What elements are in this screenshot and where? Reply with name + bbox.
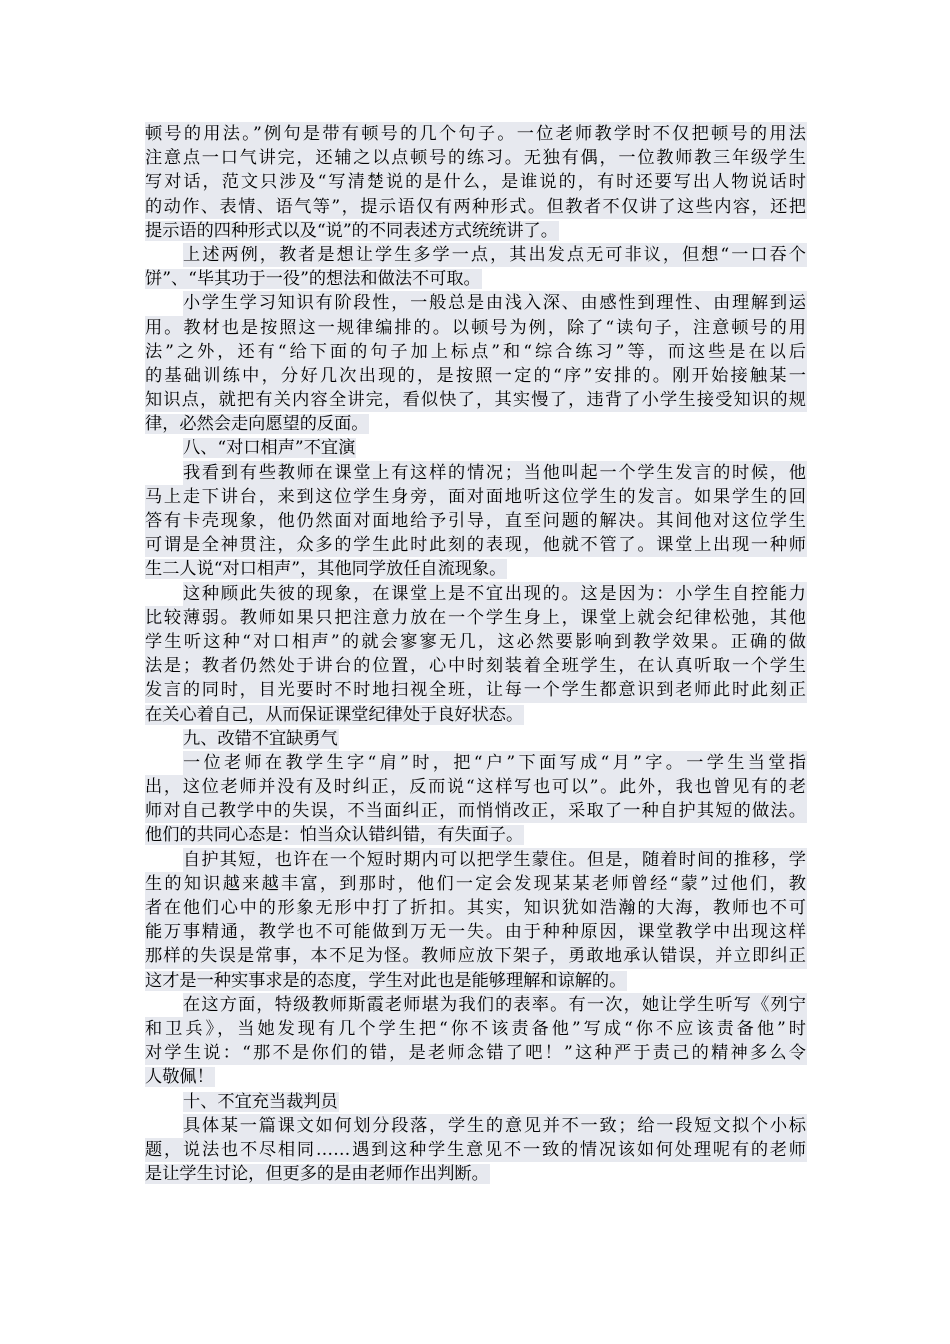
section-heading bbox=[145, 436, 807, 460]
text-line bbox=[145, 1114, 807, 1138]
text-line-content: 具体某一篇课文如何划分段落，学生的意见并不一致；给一段短文拟个小标 bbox=[183, 1114, 807, 1138]
text-line bbox=[145, 703, 807, 727]
text-line-content: 是让学生讨论，但更多的是由老师作出判断。 bbox=[145, 1164, 489, 1185]
text-line-content: 师对自己教学中的失误，不当面纠正，而悄悄改正，采取了一种自护其短的做法。 bbox=[145, 799, 807, 823]
text-line-content: 自护其短，也许在一个短时期内可以把学生蒙住。但是，随着时间的推移，学 bbox=[183, 848, 807, 872]
text-line-content: 人敬佩！ bbox=[145, 1067, 214, 1088]
text-line bbox=[145, 896, 807, 920]
text-line bbox=[145, 993, 807, 1017]
text-line bbox=[145, 267, 807, 291]
text-line-content: 在关心着自己，从而保证课堂纪律处于良好状态。 bbox=[145, 704, 524, 725]
text-line bbox=[145, 969, 807, 993]
text-line-content: 答有卡壳现象，他仍然面对面地给予引导，直至问题的解决。其间他对这位学生 bbox=[145, 509, 807, 533]
text-line bbox=[145, 654, 807, 678]
paragraph bbox=[145, 848, 807, 993]
text-line-content: 可谓是全神贯注，众多的学生此时此刻的表现，他就不管了。课堂上出现一种师 bbox=[145, 533, 807, 557]
text-line-content: 的基础训练中，分好几次出现的，是按照一定的“序”安排的。刚开始接触某一 bbox=[145, 364, 807, 388]
text-line bbox=[145, 606, 807, 630]
text-line-content: 比较薄弱。教师如果只把注意力放在一个学生身上，课堂上就会纪律松弛，其他 bbox=[145, 606, 807, 630]
text-line-content: 那样的失误是常事，本不足为怪。教师应放下架子，勇敢地承认错误，并立即纠正 bbox=[145, 944, 807, 968]
text-line bbox=[145, 582, 807, 606]
text-line-content: 学生听这种“对口相声”的就会寥寥无几，这必然要影响到教学效果。正确的做 bbox=[145, 630, 807, 654]
text-line-content: 知识点，就把有关内容全讲完，看似快了，其实慢了，违背了小学生接受知识的规 bbox=[145, 388, 807, 412]
text-line-content: 这才是一种实事求是的态度，学生对此也是能够理解和谅解的。 bbox=[145, 970, 627, 991]
paragraph bbox=[145, 1114, 807, 1187]
section-heading bbox=[145, 727, 807, 751]
text-line bbox=[145, 122, 807, 146]
text-line bbox=[145, 219, 807, 243]
text-line bbox=[145, 436, 807, 460]
text-line bbox=[145, 1138, 807, 1162]
paragraph bbox=[145, 243, 807, 291]
text-line bbox=[145, 146, 807, 170]
text-line bbox=[145, 485, 807, 509]
text-line-content: 九、改错不宜缺勇气 bbox=[183, 728, 338, 749]
text-line bbox=[145, 1017, 807, 1041]
text-line-content: 出，这位老师并没有及时纠正，反而说“这样写也可以”。此外，我也曾见有的老 bbox=[145, 775, 807, 799]
text-line-content: 者在他们心中的形象无形中打了折扣。其实，知识犹如浩瀚的大海，教师也不可 bbox=[145, 896, 807, 920]
text-line bbox=[145, 823, 807, 847]
paragraph bbox=[145, 582, 807, 727]
text-line-content: 发言的同时，目光要时不时地扫视全班，让每一个学生都意识到老师此时此刻正 bbox=[145, 678, 807, 702]
text-line-content: 用。教材也是按照这一规律编排的。以顿号为例，除了“读句子，注意顿号的用 bbox=[145, 316, 807, 340]
text-line bbox=[145, 364, 807, 388]
paragraph bbox=[145, 993, 807, 1090]
text-line bbox=[145, 316, 807, 340]
text-line bbox=[145, 243, 807, 267]
text-line bbox=[145, 799, 807, 823]
text-line-content: 的动作、表情、语气等”，提示语仅有两种形式。但教者不仅讲了这些内容，还把 bbox=[145, 195, 807, 219]
text-line-content: 注意点一口气讲完，还辅之以点顿号的练习。无独有偶，一位教师教三年级学生 bbox=[145, 146, 807, 170]
text-line bbox=[145, 533, 807, 557]
paragraph bbox=[145, 291, 807, 436]
text-line bbox=[145, 872, 807, 896]
text-line-content: 写对话，范文只涉及“写清楚说的是什么，是谁说的，有时还要写出人物说话时 bbox=[145, 170, 807, 194]
text-line-content: 法”之外，还有“给下面的句子加上标点”和“综合练习”等，而这些是在以后 bbox=[145, 340, 807, 364]
text-line bbox=[145, 388, 807, 412]
text-line-content: 提示语的四种形式以及“说”的不同表述方式统统讲了。 bbox=[145, 220, 558, 241]
text-line bbox=[145, 412, 807, 436]
text-line-content: 和卫兵》，当她发现有几个学生把“你不该责备他”写成“你不应该责备他”时 bbox=[145, 1017, 807, 1041]
text-line bbox=[145, 1162, 807, 1186]
text-line-content: 这种顾此失彼的现象，在课堂上是不宜出现的。这是因为：小学生自控能力 bbox=[183, 582, 807, 606]
text-line-content: 题，说法也不尽相同……遇到这种学生意见不一致的情况该如何处理呢有的老师 bbox=[145, 1138, 807, 1162]
text-line bbox=[145, 727, 807, 751]
paragraph bbox=[145, 751, 807, 848]
text-line bbox=[145, 775, 807, 799]
text-line-content: 他们的共同心态是：怕当众认错纠错，有失面子。 bbox=[145, 825, 524, 846]
section-heading bbox=[145, 1090, 807, 1114]
text-line bbox=[145, 944, 807, 968]
text-line bbox=[145, 1065, 807, 1089]
text-line bbox=[145, 461, 807, 485]
text-line-content: 小学生学习知识有阶段性，一般总是由浅入深、由感性到理性、由理解到运 bbox=[183, 291, 807, 315]
text-line bbox=[145, 557, 807, 581]
text-line-content: 饼”、“毕其功于一役”的想法和做法不可取。 bbox=[145, 269, 481, 290]
text-line bbox=[145, 678, 807, 702]
text-line bbox=[145, 291, 807, 315]
text-line bbox=[145, 630, 807, 654]
text-line bbox=[145, 920, 807, 944]
text-line bbox=[145, 195, 807, 219]
text-line-content: 生二人说“对口相声”，其他同学放任自流现象。 bbox=[145, 559, 507, 580]
paragraph bbox=[145, 461, 807, 582]
text-line-content: 法是；教者仍然处于讲台的位置，心中时刻装着全班学生，在认真听取一个学生 bbox=[145, 654, 807, 678]
text-line-content: 八、“对口相声”不宜演 bbox=[183, 438, 356, 459]
text-line-content: 能万事精通，教学也不可能做到万无一失。由于种种原因，课堂教学中出现这样 bbox=[145, 920, 807, 944]
text-line bbox=[145, 848, 807, 872]
text-line-content: 上述两例，教者是想让学生多学一点，其出发点无可非议，但想“一口吞个 bbox=[183, 243, 807, 267]
document-page bbox=[145, 122, 807, 1186]
text-line bbox=[145, 509, 807, 533]
text-line bbox=[145, 1090, 807, 1114]
text-line-content: 在这方面，特级教师斯霞老师堪为我们的表率。有一次，她让学生听写《列宁 bbox=[183, 993, 807, 1017]
text-line-content: 马上走下讲台，来到这位学生身旁，面对面地听这位学生的发言。如果学生的回 bbox=[145, 485, 807, 509]
text-line-content: 我看到有些教师在课堂上有这样的情况；当他叫起一个学生发言的时候，他 bbox=[183, 461, 807, 485]
text-line-content: 一位老师在教学生字“肩”时，把“户”下面写成“月”字。一学生当堂指 bbox=[183, 751, 807, 775]
text-line-content: 律，必然会走向愿望的反面。 bbox=[145, 414, 369, 435]
text-line-content: 生的知识越来越丰富，到那时，他们一定会发现某某老师曾经“蒙”过他们，教 bbox=[145, 872, 807, 896]
text-line bbox=[145, 170, 807, 194]
text-line bbox=[145, 1041, 807, 1065]
text-line bbox=[145, 340, 807, 364]
text-line-content: 对学生说：“那不是你们的错，是老师念错了吧！”这种严于责己的精神多么令 bbox=[145, 1041, 807, 1065]
text-line bbox=[145, 751, 807, 775]
paragraph bbox=[145, 122, 807, 243]
text-line-content: 顿号的用法。”例句是带有顿号的几个句子。一位老师教学时不仅把顿号的用法 bbox=[145, 122, 807, 146]
text-line-content: 十、不宜充当裁判员 bbox=[183, 1091, 338, 1112]
